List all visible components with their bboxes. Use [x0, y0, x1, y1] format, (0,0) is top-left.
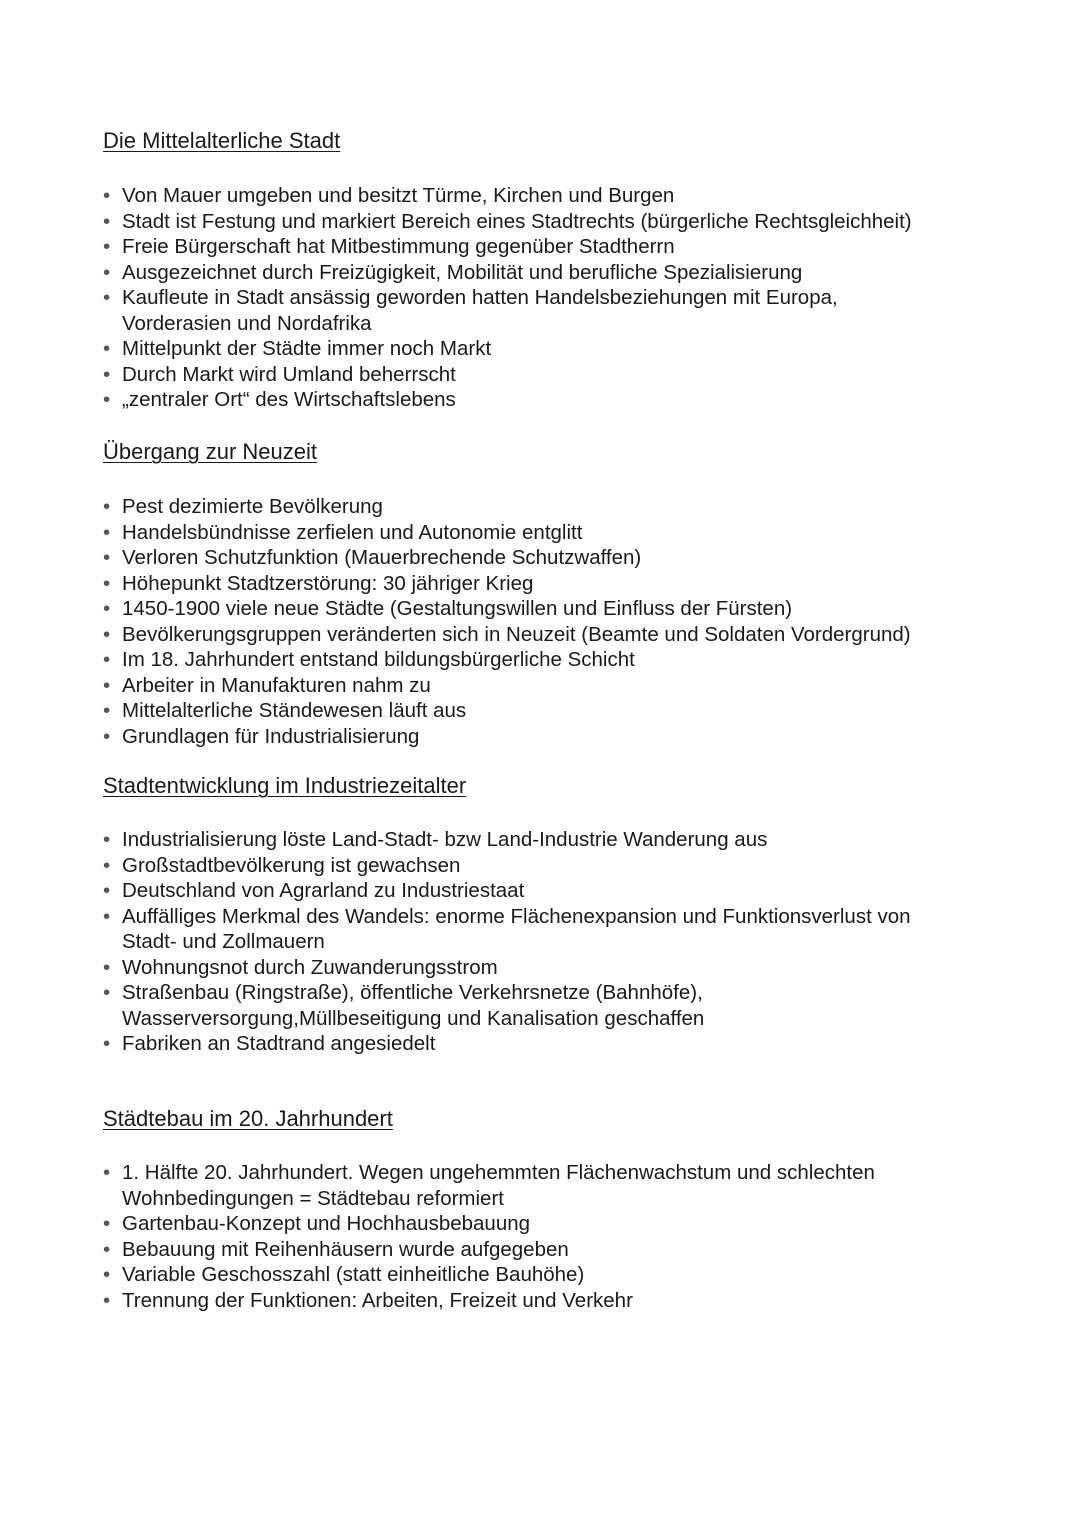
section-staedtebau-20-jh: [103, 1106, 1003, 1312]
list-item: [103, 260, 912, 286]
bullet-list: [103, 494, 911, 749]
list-item: [103, 596, 911, 622]
list-item-text: Bevölkerungsgruppen veränderten sich in Neuzeit (Beamte und Soldaten Vordergrund): [122, 622, 911, 646]
list-item-text: Grundlagen für Industrialisierung: [122, 724, 420, 748]
list-item: [103, 336, 912, 362]
list-item-text: Wasserversorgung,Müllbeseitigung und Kanalisation geschaffen: [122, 1006, 705, 1030]
list-item-text: Vorderasien und Nordafrika: [122, 311, 372, 335]
list-item-text: Gartenbau-Konzept und Hochhausbebauung: [122, 1212, 531, 1235]
section-heading: Übergang zur Neuzeit: [103, 439, 318, 464]
list-item-text: Mittelalterliche Ständewesen läuft aus: [122, 699, 467, 722]
list-item: [103, 571, 911, 597]
list-item-text: Handelsbündnisse zerfielen und Autonomie entglitt: [122, 520, 583, 544]
list-item: [103, 878, 911, 904]
list-item: [103, 980, 911, 1031]
list-item-text: Straßenbau (Ringstraße), öffentliche Verkehrsnetze (Bahnhöfe),: [122, 981, 703, 1004]
section-industriezeitalter: [103, 773, 1003, 1055]
list-item-text: Freie Bürgerschaft hat Mitbestimmung gegenüber Stadtherrn: [122, 235, 675, 258]
list-item: [103, 673, 911, 699]
list-item: [103, 362, 912, 388]
list-item-text: Kaufleute in Stadt ansässig geworden hatten Handelsbeziehungen mit Europa,: [122, 286, 838, 309]
bullet-list: [103, 1160, 875, 1313]
list-item: [103, 1211, 875, 1237]
list-item-text: Im 18. Jahrhundert entstand bildungsbürgerliche Schicht: [122, 648, 635, 671]
list-item-text: Pest dezimierte Bevölkerung: [122, 495, 383, 518]
list-item: [103, 520, 911, 546]
section-heading: Städtebau im 20. Jahrhundert: [103, 1106, 393, 1131]
list-item-text: Industrialisierung löste Land-Stadt- bzw Land-Industrie Wanderung aus: [122, 828, 768, 851]
list-item-text: Durch Markt wird Umland beherrscht: [122, 362, 456, 386]
list-item: [103, 1237, 875, 1263]
list-item-text: Wohnbedingungen = Städtebau reformiert: [122, 1186, 504, 1210]
list-item: [103, 234, 912, 260]
list-item: [103, 904, 911, 955]
list-item: [103, 1160, 875, 1211]
list-item-text: Stadt- und Zollmauern: [122, 930, 325, 953]
list-item: [103, 1288, 875, 1314]
list-item: [103, 285, 912, 336]
list-item: [103, 827, 911, 853]
list-item-text: Von Mauer umgeben und besitzt Türme, Kirchen und Burgen: [122, 184, 675, 207]
list-item-text: Trennung der Funktionen: Arbeiten, Freizeit und Verkehr: [122, 1288, 633, 1312]
section-uebergang-neuzeit: [103, 439, 1003, 748]
list-item-text: Deutschland von Agrarland zu Industriestaat: [122, 879, 525, 902]
list-item-text: „zentraler Ort“ des Wirtschaftslebens: [122, 388, 456, 411]
list-item-text: Ausgezeichnet durch Freizügigkeit, Mobilität und berufliche Spezialisierung: [122, 260, 803, 284]
list-item: [103, 955, 911, 981]
section-heading: Stadtentwicklung im Industriezeitalter: [103, 773, 467, 798]
section-mittelalterliche-stadt: [103, 128, 1003, 411]
list-item-text: Bebauung mit Reihenhäusern wurde aufgegeben: [122, 1237, 569, 1261]
list-item: [103, 724, 911, 750]
list-item: [103, 183, 912, 209]
list-item-text: Großstadtbevölkerung ist gewachsen: [122, 853, 461, 877]
list-item: [103, 698, 911, 724]
list-item: [103, 1262, 875, 1288]
list-item: [103, 647, 911, 673]
list-item-text: Verloren Schutzfunktion (Mauerbrechende Schutzwaffen): [122, 546, 642, 569]
list-item: [103, 209, 912, 235]
list-item-text: Stadt ist Festung und markiert Bereich eines Stadtrechts (bürgerliche Rechtsgleichheit): [122, 209, 912, 233]
bullet-list: [103, 827, 911, 1057]
list-item-text: Mittelpunkt der Städte immer noch Markt: [122, 337, 492, 360]
list-item: [103, 494, 911, 520]
list-item-text: 1. Hälfte 20. Jahrhundert. Wegen ungehemmten Flächenwachstum und schlechten: [122, 1161, 875, 1184]
list-item-text: Arbeiter in Manufakturen nahm zu: [122, 673, 431, 697]
list-item-text: Fabriken an Stadtrand angesiedelt: [122, 1032, 436, 1055]
section-heading: Die Mittelalterliche Stadt: [103, 128, 341, 153]
list-item: [103, 545, 911, 571]
list-item: [103, 853, 911, 879]
list-item-text: Auffälliges Merkmal des Wandels: enorme Flächenexpansion und Funktionsverlust von: [122, 904, 911, 928]
list-item-text: Variable Geschosszahl (statt einheitliche Bauhöhe): [122, 1263, 585, 1286]
list-item: [103, 1031, 911, 1057]
bullet-list: [103, 183, 912, 413]
list-item-text: 1450-1900 viele neue Städte (Gestaltungswillen und Einfluss der Fürsten): [122, 597, 793, 620]
list-item: [103, 622, 911, 648]
list-item: [103, 387, 912, 413]
list-item-text: Höhepunkt Stadtzerstörung: 30 jähriger Krieg: [122, 571, 534, 595]
list-item-text: Wohnungsnot durch Zuwanderungsstrom: [122, 955, 498, 979]
